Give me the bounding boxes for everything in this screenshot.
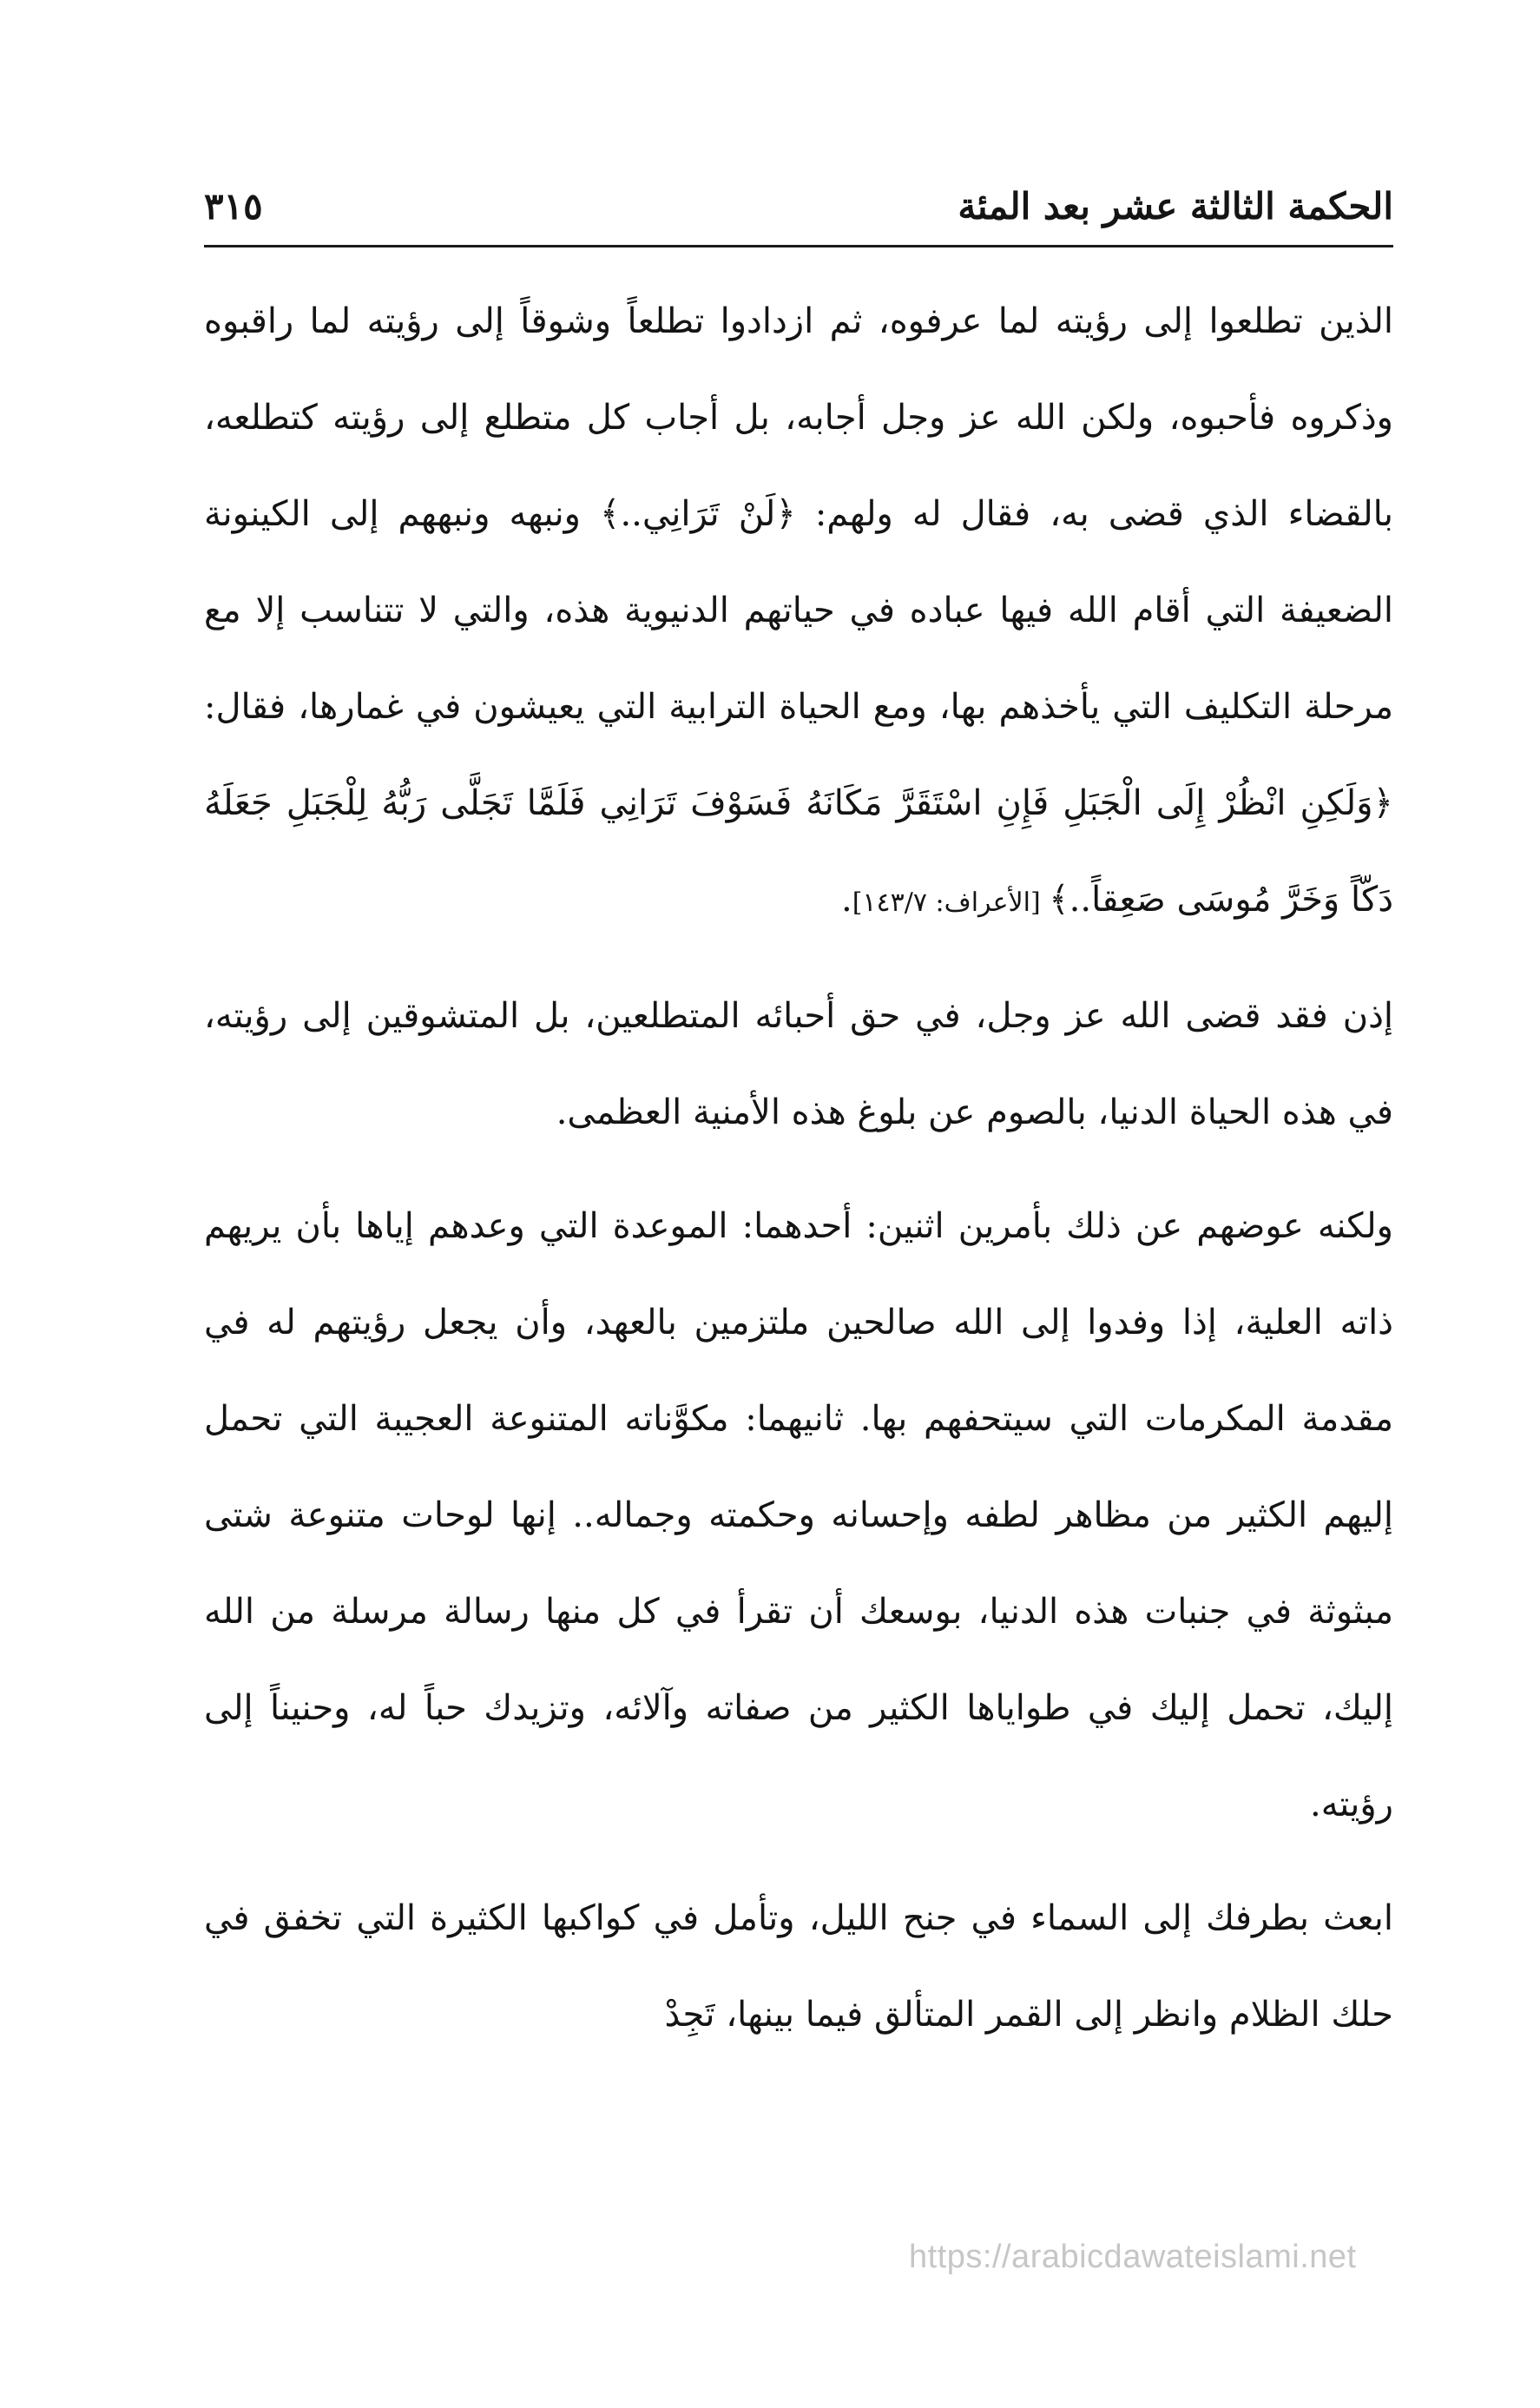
- paragraph: [204, 274, 1393, 951]
- running-title: الحكمة الثالثة عشر بعد المئة: [958, 185, 1393, 228]
- body-text: ابعث بطرفك إلى السماء في جنح الليل، وتأمل في كواكبها الكثيرة التي تخفق في حلك الظلام وانظر إلى القمر المتألق فيما بينها، تَجِدْ: [204, 1898, 1393, 2035]
- page-number: ٣١٥: [204, 185, 263, 228]
- paragraph: [204, 968, 1393, 1161]
- page-body: [204, 274, 1393, 2063]
- body-text: الذين تطلعوا إلى رؤيته لما عرفوه، ثم ازدادوا تطلعاً وشوقاً إلى رؤيته لما راقبوه وذكروه فأحبوه، ولكن الله عز وجل أجابه، بل أجاب كل متطلع إلى رؤيته كتطلعه، بالقضاء الذي قضى به، فقال له ولهم:: [204, 301, 1394, 534]
- header-divider: [204, 245, 1393, 247]
- body-text: إذن فقد قضى الله عز وجل، في حق أحبائه المتطلعين، بل المتشوقين إلى رؤيته، في هذه الحياة الدنيا، بالصوم عن بلوغ هذه الأمنية العظمى.: [204, 996, 1393, 1132]
- quran-verse: ﴿لَنْ تَرَانِي..﴾: [600, 494, 796, 534]
- body-text: ونبهه ونبههم إلى الكينونة الضعيفة التي أقام الله فيها عباده في حياتهم الدنيوية هذه، والتي لا تتناسب إلا مع مرحلة التكليف التي يأخذهم بها، ومع الحياة الترابية التي يعيشون في غمارها، فقال:: [204, 494, 1393, 727]
- page-header: [204, 178, 1393, 247]
- paragraph: [204, 1870, 1393, 2063]
- paragraph: [204, 1178, 1393, 1853]
- body-text: .: [840, 880, 852, 920]
- verse-reference: [الأعراف: ١٤٣/٧]: [852, 887, 1050, 918]
- body-text: ولكنه عوضهم عن ذلك بأمرين اثنين: أحدهما: الموعدة التي وعدهم إياها بأن يريهم ذاته العلية، إذا وفدوا إلى الله صالحين ملتزمين بالعهد، وأن يجعل رؤيتهم له في مقدمة المكرمات التي سيتحفهم بها. ثانيهما: مكوَّناته المتنوعة العجيبة التي تحمل إليهم الكثير من مظاهر لطفه وإحسانه وحكمته وجماله.. إنها لوحات متنوعة شتى مبثوثة في جنبات هذه الدنيا، بوسعك أن تقرأ في كل منها رسالة مرسلة من الله إليك، تحمل إليك في طواياها الكثير من صفاته وآلائه، وتزيدك حباً له، وحنيناً إلى رؤيته.: [204, 1206, 1394, 1824]
- watermark-url: https://arabicdawateislami.net: [909, 2239, 1357, 2275]
- quran-verse: ﴿وَلَكِنِ انْظُرْ إِلَى الْجَبَلِ فَإِنِ اسْتَقَرَّ مَكَانَهُ فَسَوْفَ تَرَانِي فَلَمَّا تَجَلَّى رَبُّهُ لِلْجَبَلِ جَعَلَهُ دَكّاً وَخَرَّ مُوسَى صَعِقاً..﴾: [204, 783, 1393, 920]
